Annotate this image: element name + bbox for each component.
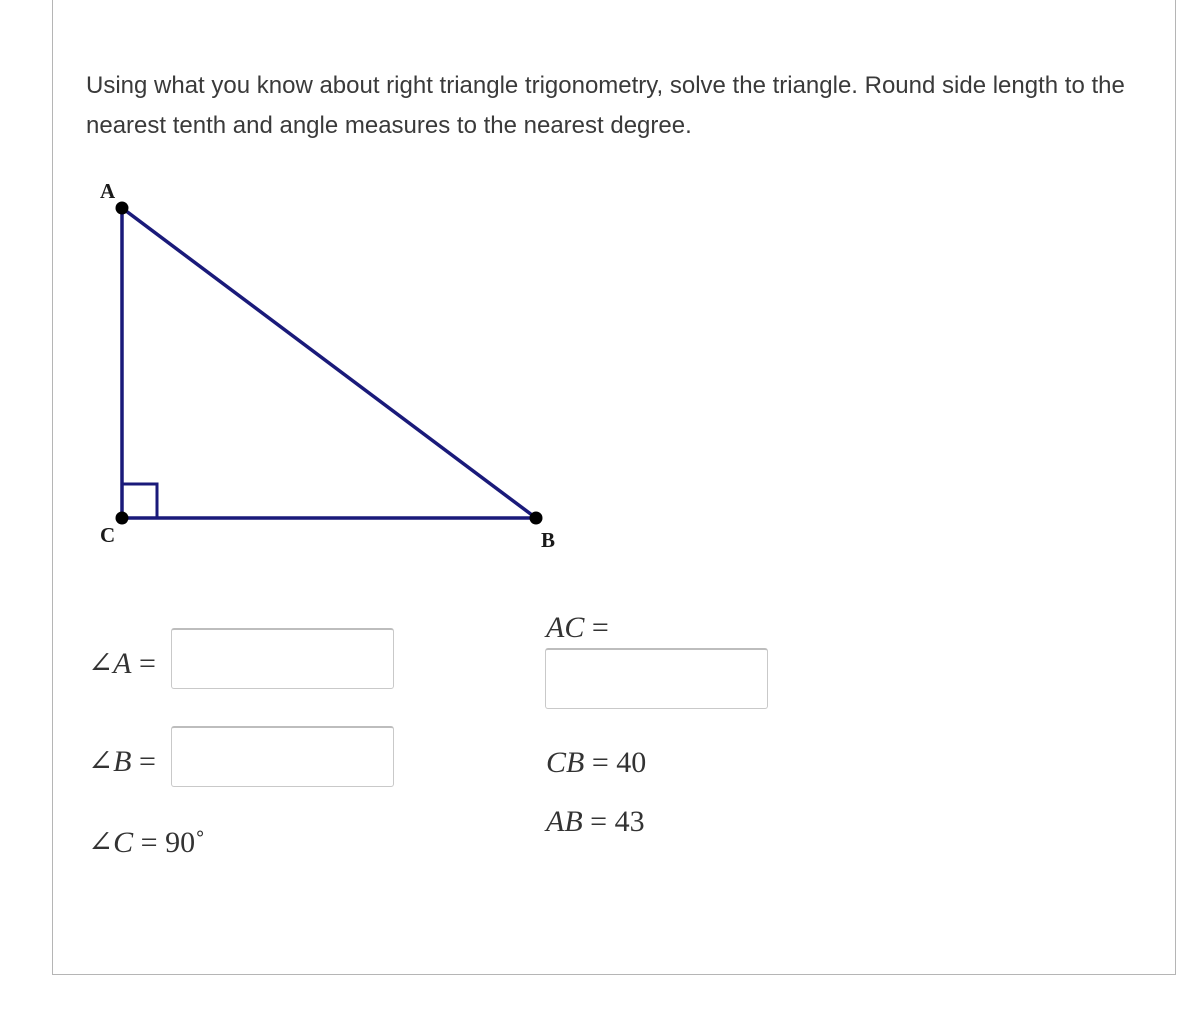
angle-c-var: C	[113, 826, 134, 859]
angle-c-value: = 90˚	[140, 826, 206, 859]
equals-sign: =	[138, 745, 156, 778]
vertex-c-label: C	[100, 523, 116, 547]
equals-sign: =	[591, 611, 609, 644]
side-ab-label	[546, 805, 645, 839]
equals-sign: =	[138, 647, 156, 680]
angle-b-label	[88, 744, 156, 779]
angle-symbol: ∠	[88, 647, 114, 680]
vertex-a-label: A	[100, 179, 116, 203]
angle-a-input[interactable]	[171, 628, 394, 689]
angle-symbol: ∠	[88, 826, 114, 859]
side-ac-input[interactable]	[545, 648, 768, 709]
side-cb-value: = 40	[591, 746, 647, 779]
side-cb-label	[546, 746, 646, 780]
angle-c-label	[88, 825, 205, 860]
side-ab-value: = 43	[590, 805, 645, 838]
side-ac-var: AC	[546, 611, 585, 644]
angle-b-var: B	[113, 745, 132, 778]
angle-a-label	[88, 646, 156, 681]
angle-symbol: ∠	[88, 745, 114, 778]
vertex-b-label: B	[541, 528, 556, 552]
angle-a-var: A	[113, 647, 132, 680]
side-ac-label	[546, 611, 609, 645]
side-ab-var: AB	[546, 805, 583, 838]
side-cb-var: CB	[546, 746, 585, 779]
angle-b-input[interactable]	[171, 726, 394, 787]
question-prompt: Using what you know about right triangle trigonometry, solve the triangle. Round side length to the nearest tenth and angle measures to the nearest degree.	[86, 72, 1125, 139]
